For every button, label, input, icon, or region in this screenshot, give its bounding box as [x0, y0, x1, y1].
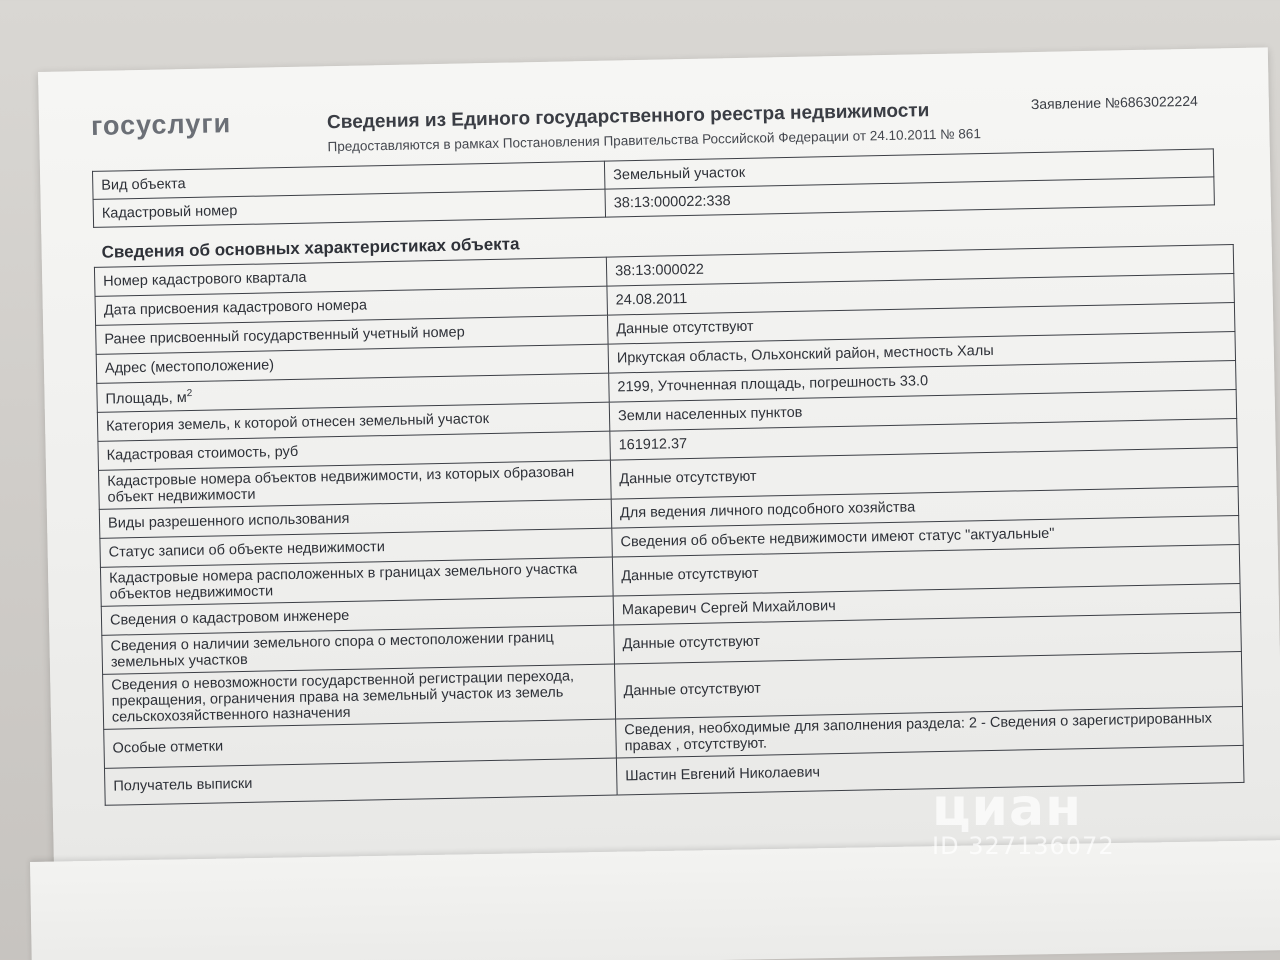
- row-label: Номер кадастрового квартала: [94, 257, 606, 296]
- document-sheet: [38, 47, 1280, 872]
- row-label: Кадастровые номера расположенных в границах земельного участка объектов недвижимости: [100, 557, 613, 606]
- row-label: Кадастровая стоимость, руб: [98, 431, 610, 470]
- row-label: Сведения о невозможности государственной регистрации перехода, прекращения, ограничения права на земельный участок из земель сельскохозяйственного назначения: [103, 664, 616, 729]
- document-title: Сведения из Единого государственного реестра недвижимости: [326, 100, 930, 134]
- row-value: Данные отсутствуют: [607, 303, 1234, 345]
- row-value: Макаревич Сергей Михайлович: [613, 583, 1240, 625]
- row-value: Данные отсутствуют: [614, 651, 1242, 719]
- section-title: Сведения об основных характеристиках объекта: [101, 234, 520, 262]
- listing-id: ID 327136072: [932, 832, 1115, 860]
- row-label: Получатель выписки: [104, 758, 617, 805]
- row-value: Сведения, необходимые для заполнения раздела: 2 - Сведения о зарегистрированных правах , отсутствуют.: [616, 706, 1244, 758]
- row-label: Адрес (местоположение): [96, 344, 608, 383]
- application-number: Заявление №6863022224: [1030, 92, 1198, 113]
- cian-watermark: [932, 778, 1115, 860]
- gosuslugi-logo: госуслуги: [90, 108, 232, 141]
- row-label: Особые отметки: [104, 719, 617, 768]
- row-value: Для ведения личного подсобного хозяйства: [611, 486, 1238, 528]
- area-unit-superscript: 2: [186, 388, 193, 400]
- row-value: 24.08.2011: [607, 274, 1234, 316]
- row-value: Иркутская область, Ольхонский район, местность Халы: [608, 332, 1235, 374]
- row-value: Земли населенных пунктов: [609, 390, 1236, 432]
- row-label: Статус записи об объекте недвижимости: [100, 528, 612, 567]
- row-value: Данные отсутствуют: [612, 544, 1240, 596]
- object-type-value: Земельный участок: [604, 149, 1213, 189]
- row-label: Ранее присвоенный государственный учетный номер: [96, 315, 608, 354]
- row-label: Дата присвоения кадастрового номера: [95, 286, 607, 325]
- row-label: Категория земель, к которой отнесен земельный участок: [97, 402, 609, 441]
- row-value: 161912.37: [610, 419, 1237, 461]
- row-label: Сведения о кадастровом инженере: [101, 596, 613, 635]
- characteristics-table: [94, 244, 1245, 806]
- cadastral-number-value: 38:13:000022:338: [605, 177, 1214, 217]
- row-label: Виды разрешенного использования: [99, 499, 611, 538]
- row-value: 38:13:000022: [606, 245, 1233, 287]
- row-label: Площадь, м: [105, 389, 187, 408]
- row-label: Кадастровые номера объектов недвижимости, из которых образован объект недвижимости: [99, 460, 612, 509]
- object-table: [92, 148, 1215, 228]
- cadastral-number-label: Кадастровый номер: [93, 189, 605, 227]
- row-value: Данные отсутствуют: [614, 612, 1242, 664]
- row-label: Сведения о наличии земельного спора о местоположении границ земельных участков: [102, 625, 615, 674]
- object-type-label: Вид объекта: [93, 161, 605, 199]
- row-value: Данные отсутствуют: [610, 448, 1238, 500]
- row-value: 2199, Уточненная площадь, погрешность 33.0: [609, 361, 1236, 403]
- row-value: Шастин Евгений Николаевич: [616, 745, 1244, 795]
- document-subtitle: Предоставляются в рамках Постановления Правительства Российской Федерации от 24.10.2011 № 861: [327, 126, 982, 155]
- row-value: Сведения об объекте недвижимости имеют статус "актуальные": [612, 515, 1239, 557]
- cian-logo: циан: [932, 778, 1082, 838]
